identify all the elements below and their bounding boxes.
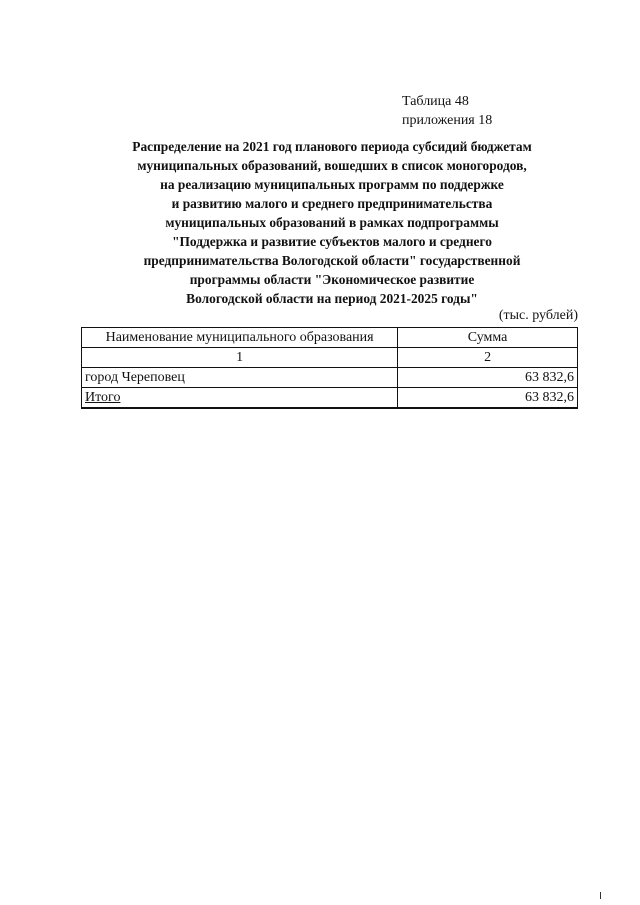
header-name: Наименование муниципального образования: [82, 328, 398, 348]
total-row: [82, 388, 578, 409]
header-row: [82, 328, 578, 348]
table-row: [82, 368, 578, 388]
column-number-2: 2: [398, 348, 578, 368]
title-line-8: программы области "Экономическое развитие: [189, 272, 475, 287]
total-label: Итого: [82, 388, 398, 409]
title-line-6: "Поддержка и развитие субъектов малого и среднего: [172, 234, 492, 249]
title-line-7: предпринимательства Вологодской области" государственной: [143, 253, 521, 268]
title-line-1: Распределение на 2021 год планового периода субсидий бюджетам: [132, 139, 532, 154]
document-title: [82, 137, 582, 308]
column-number-1: 1: [82, 348, 398, 368]
total-sum: 63 832,6: [398, 388, 578, 409]
units-label: (тыс. рублей): [498, 308, 578, 323]
appendix-number: приложения 18: [402, 113, 493, 128]
row-sum: 63 832,6: [398, 368, 578, 388]
column-number-row: [82, 348, 578, 368]
subsidy-table: [81, 327, 578, 409]
title-line-4: и развитию малого и среднего предпринимательства: [171, 196, 493, 211]
title-line-3: на реализацию муниципальных программ по поддержке: [160, 177, 504, 192]
title-line-2: муниципальных образований, вошедших в список моногородов,: [137, 158, 527, 173]
row-name: город Череповец: [82, 368, 398, 388]
scan-edge-mark: [600, 892, 601, 899]
title-line-5: муниципальных образований в рамках подпрограммы: [165, 215, 499, 230]
table-reference: [402, 92, 492, 130]
title-line-9: Вологодской области на период 2021-2025 годы": [186, 291, 478, 306]
header-sum: Сумма: [398, 328, 578, 348]
table-number: Таблица 48: [402, 94, 469, 109]
